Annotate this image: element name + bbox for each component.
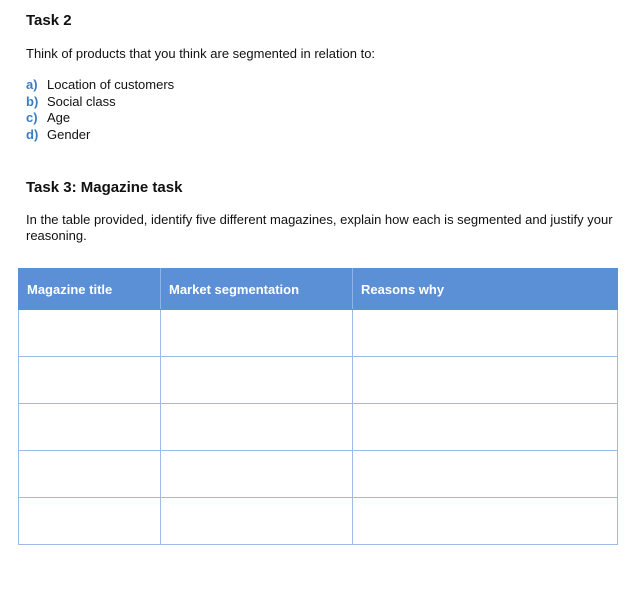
list-marker: a) (26, 77, 38, 92)
task2-heading: Task 2 (26, 12, 72, 29)
list-marker: d) (26, 126, 39, 142)
table-cell[interactable] (19, 357, 161, 404)
task3-heading: Task 3: Magazine task (26, 179, 183, 196)
list-item (26, 110, 174, 127)
table-cell[interactable] (161, 451, 353, 498)
table-cell[interactable] (161, 357, 353, 404)
table-cell[interactable] (19, 498, 161, 545)
table-cell[interactable] (353, 451, 618, 498)
table-cell[interactable] (19, 310, 161, 357)
table-cell[interactable] (161, 404, 353, 451)
table-cell[interactable] (161, 498, 353, 545)
table-header-row (19, 269, 618, 310)
list-marker: c) (26, 110, 38, 125)
task3-intro: In the table provided, identify five different magazines, explain how each is segmented and justify your reasoning. (26, 212, 613, 243)
column-header-magazine-title: Magazine title (19, 269, 161, 310)
list-item (26, 94, 174, 111)
table-row (19, 357, 618, 404)
table-row (19, 498, 618, 545)
table-cell[interactable] (353, 498, 618, 545)
list-item (26, 77, 174, 94)
table-cell[interactable] (353, 310, 618, 357)
table-cell[interactable] (161, 310, 353, 357)
segmentation-list (26, 77, 174, 143)
column-header-market-segmentation: Market segmentation (161, 269, 353, 310)
table-row (19, 451, 618, 498)
task2-intro: Think of products that you think are segmented in relation to: (26, 46, 376, 61)
list-item-text: Location of customers (47, 77, 175, 92)
table-row (19, 310, 618, 357)
list-marker: b) (26, 93, 39, 109)
table-cell[interactable] (353, 357, 618, 404)
table-cell[interactable] (353, 404, 618, 451)
list-item-text: Social class (47, 93, 116, 109)
magazine-table (18, 268, 618, 545)
table-cell[interactable] (19, 404, 161, 451)
list-item-text: Age (47, 110, 71, 125)
column-header-reasons-why: Reasons why (353, 269, 618, 310)
table-row (19, 404, 618, 451)
list-item-text: Gender (47, 126, 91, 142)
table-cell[interactable] (19, 451, 161, 498)
list-item (26, 127, 174, 144)
